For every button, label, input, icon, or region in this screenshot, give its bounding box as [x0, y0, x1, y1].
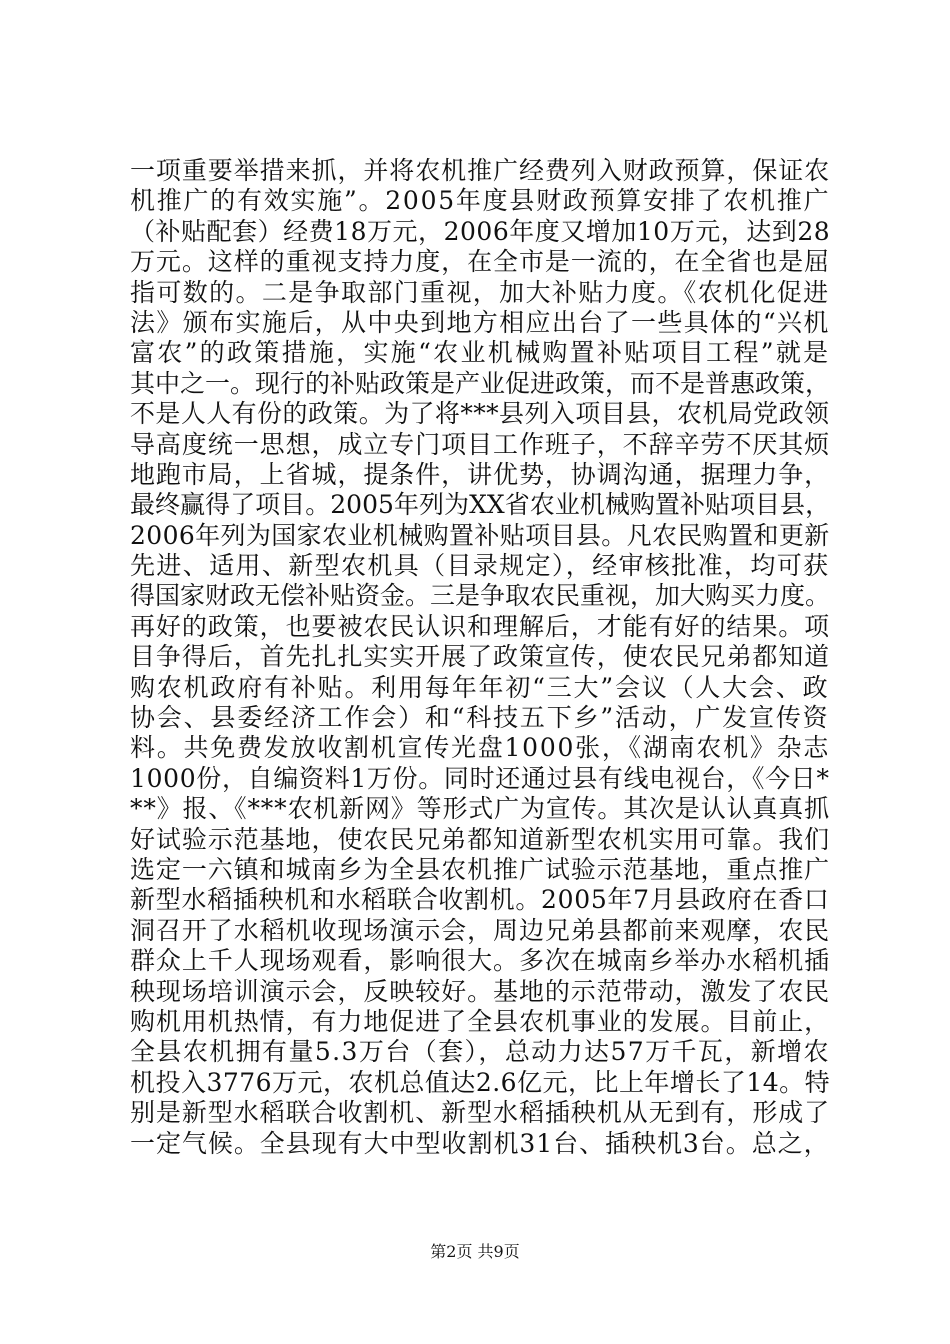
text-line: 指可数的。二是争取部门重视，加大补贴力度。《农机化促进 [130, 277, 830, 307]
text-line: 洞召开了水稻机收现场演示会，周边兄弟县都前来观摩，农民 [130, 915, 830, 945]
text-line: 一定气候。全县现有大中型收割机31台、插秧机3台。总之， [130, 1128, 830, 1158]
text-line: 先进、适用、新型农机具（目录规定），经审核批准，均可获 [130, 551, 830, 581]
text-line: 最终赢得了项目。2005年列为XX省农业机械购置补贴项目县， [130, 490, 830, 520]
text-line: **》报、《***农机新网》等形式广为宣传。其次是认认真真抓 [130, 794, 830, 824]
text-line: 再好的政策，也要被农民认识和理解后，才能有好的结果。项 [130, 611, 830, 641]
text-line: 万元。这样的重视支持力度，在全市是一流的，在全省也是屈 [130, 247, 830, 277]
text-line: 不是人人有份的政策。为了将***县列入项目县，农机局党政领 [130, 399, 830, 429]
page-footer: 第2页 共9页 [430, 1242, 520, 1261]
text-line: 购农机政府有补贴。利用每年年初“三大”会议（人大会、政 [130, 672, 830, 702]
text-line: 料。共免费发放收割机宣传光盘1000张，《湖南农机》杂志 [130, 733, 830, 763]
text-line: 全县农机拥有量5.3万台（套），总动力达57万千瓦，新增农 [130, 1037, 830, 1067]
text-line: 别是新型水稻联合收割机、新型水稻插秧机从无到有，形成了 [130, 1098, 830, 1128]
text-line: 选定一六镇和城南乡为全县农机推广试验示范基地，重点推广 [130, 854, 830, 884]
text-line: 其中之一。现行的补贴政策是产业促进政策，而不是普惠政策， [130, 368, 830, 398]
text-line: 购机用机热情，有力地促进了全县农机事业的发展。目前止， [130, 1006, 830, 1036]
text-line: 一项重要举措来抓，并将农机推广经费列入财政预算，保证农 [130, 156, 830, 185]
text-line: 导高度统一思想，成立专门项目工作班子，不辞辛劳不厌其烦 [130, 429, 830, 459]
text-line: 1000份，自编资料1万份。同时还通过县有线电视台，《今日* [130, 763, 830, 793]
text-line: （补贴配套）经费18万元，2006年度又增加10万元，达到28 [130, 216, 830, 246]
text-line: 好试验示范基地，使农民兄弟都知道新型农机实用可靠。我们 [130, 824, 830, 854]
text-line: 新型水稻插秧机和水稻联合收割机。2005年7月县政府在香口 [130, 885, 830, 915]
text-line: 地跑市局，上省城，提条件，讲优势，协调沟通，据理力争， [130, 459, 830, 489]
text-line: 得国家财政无偿补贴资金。三是争取农民重视，加大购买力度。 [130, 581, 830, 611]
text-line: 2006年列为国家农业机械购置补贴项目县。凡农民购置和更新 [130, 520, 830, 550]
text-line: 法》颁布实施后，从中央到地方相应出台了一些具体的“兴机 [130, 307, 830, 337]
text-line: 协会、县委经济工作会）和“科技五下乡”活动，广发宣传资 [130, 703, 830, 733]
text-line: 群众上千人现场观看，影响很大。多次在城南乡举办水稻机插 [130, 946, 830, 976]
text-line: 秧现场培训演示会，反映较好。基地的示范带动，激发了农民 [130, 976, 830, 1006]
body-text [130, 156, 830, 1159]
text-line: 富农”的政策措施，实施“农业机械购置补贴项目工程”就是 [130, 338, 830, 368]
text-line: 机投入3776万元，农机总值达2.6亿元，比上年增长了14。特 [130, 1067, 830, 1097]
text-line: 目争得后，首先扎扎实实开展了政策宣传，使农民兄弟都知道 [130, 642, 830, 672]
text-line: 机推广的有效实施”。2005年度县财政预算安排了农机推广 [130, 186, 830, 216]
